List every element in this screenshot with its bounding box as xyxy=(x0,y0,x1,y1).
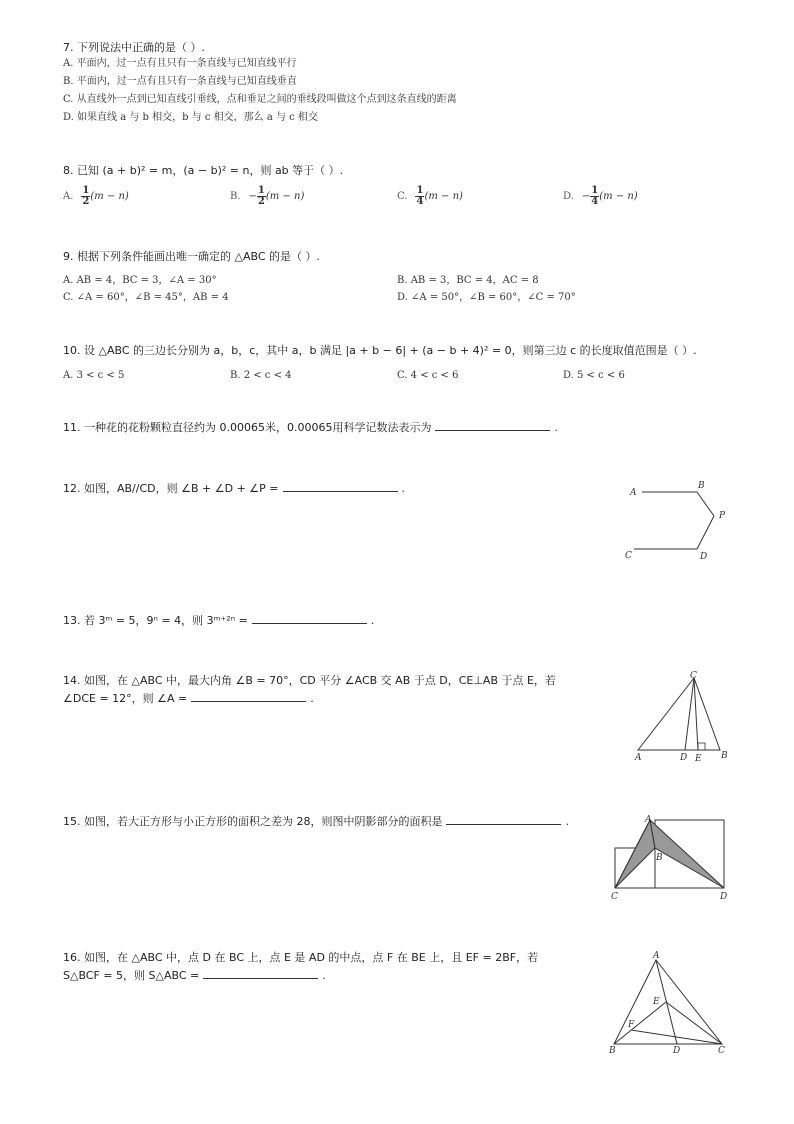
q14-figure xyxy=(628,668,734,768)
q16-label-d: D xyxy=(673,1046,681,1056)
q14-segment-cd xyxy=(685,678,694,750)
q14-label-c: C xyxy=(690,671,697,681)
q12-label-c: C xyxy=(625,551,632,561)
q14-line1: 14. 如图，在 △ABC 中，最大内角 ∠B = 70°，CD 平分 ∠ACB 交 AB 于点 D，CE⊥AB 于点 E，若 xyxy=(63,674,556,687)
q12-line: 12. 如图，AB//CD，则 ∠B + ∠D + ∠P = . xyxy=(63,482,405,495)
q16-label-f: F xyxy=(628,1020,635,1030)
q12-stem: 12. 如图，AB//CD，则 ∠B + ∠D + ∠P = xyxy=(63,482,279,495)
q9-option-a: A. AB = 4，BC = 3，∠A = 30° xyxy=(63,275,217,286)
q10-option-a: A. 3 < c < 5 xyxy=(63,370,125,381)
q14-label-b: B xyxy=(721,751,728,761)
q8-option-d: D. − $\frac{1}{4}$ (m − n) xyxy=(563,185,638,207)
q12-label-a: A xyxy=(630,488,637,498)
q9-stem: 9. 根据下列条件能画出唯一确定的 △ABC 的是（ ）. xyxy=(63,250,320,263)
q7-option-d: D. 如果直线 a 与 b 相交，b 与 c 相交，那么 a 与 c 相交 xyxy=(63,112,318,123)
q15-label-d: D xyxy=(720,892,728,902)
q14-stem-end: ∠DCE = 12°，则 ∠A = xyxy=(63,692,188,705)
q7-stem: 7. 下列说法中正确的是（ ）. xyxy=(63,41,205,54)
q14-label-d: D xyxy=(680,753,688,763)
q14-triangle-abc xyxy=(638,678,720,750)
q16-label-a: A xyxy=(653,951,660,961)
q12-figure xyxy=(620,476,740,568)
q10-option-b: B. 2 < c < 4 xyxy=(230,370,292,381)
q16-label-e: E xyxy=(653,997,660,1007)
q14-label-a: A xyxy=(635,753,642,763)
q16-line1: 16. 如图，在 △ABC 中，点 D 在 BC 上，点 E 是 AD 的中点，点 F 在 BE 上，且 EF = 2BF，若 xyxy=(63,951,539,964)
q14-right-angle-mark xyxy=(698,743,705,750)
q11-line: 11. 一种花的花粉颗粒直径约为 0.00065米，0.00065用科学记数法表示为 . xyxy=(63,421,558,434)
q16-stem-end: S△BCF = 5，则 S△ABC = xyxy=(63,969,200,982)
q12-line-bp xyxy=(697,492,714,516)
q15-figure xyxy=(608,814,736,904)
q7-option-b: B. 平面内，过一点有且只有一条直线与已知直线垂直 xyxy=(63,76,297,87)
q13-line: 13. 若 3ᵐ = 5，9ⁿ = 4，则 3ᵐ⁺²ⁿ = . xyxy=(63,614,375,627)
q16-line2: S△BCF = 5，则 S△ABC = . xyxy=(63,969,326,982)
q16-label-b: B xyxy=(609,1046,616,1056)
q15-label-a: A xyxy=(645,815,652,825)
q8-option-a: A. $\frac{1}{2}$ (m − n) xyxy=(63,185,129,207)
q13-stem: 13. 若 3ᵐ = 5，9ⁿ = 4，则 3ᵐ⁺²ⁿ = xyxy=(63,614,248,627)
q16-figure xyxy=(604,950,730,1058)
q7-option-c: C. 从直线外一点到已知直线引垂线，点和垂足之间的垂线段叫做这个点到这条直线的距离 xyxy=(63,94,457,105)
q14-label-e: E xyxy=(695,754,702,764)
q12-answer-blank[interactable] xyxy=(283,481,398,492)
q14-line2: ∠DCE = 12°，则 ∠A = . xyxy=(63,692,314,705)
q15-label-c: C xyxy=(611,892,618,902)
q16-label-c: C xyxy=(718,1046,725,1056)
q15-answer-blank[interactable] xyxy=(446,814,561,825)
q11-answer-blank[interactable] xyxy=(435,420,550,431)
q9-option-c: C. ∠A = 60°，∠B = 45°，AB = 4 xyxy=(63,292,229,303)
q12-label-d: D xyxy=(700,552,708,562)
q15-label-b: B xyxy=(656,853,663,863)
q9-option-b: B. AB = 3，BC = 4，AC = 8 xyxy=(397,275,539,286)
q14-answer-blank[interactable] xyxy=(191,691,306,702)
q12-label-b: B xyxy=(698,481,705,491)
q9-option-d: D. ∠A = 50°，∠B = 60°，∠C = 70° xyxy=(397,292,576,303)
q15-line: 15. 如图，若大正方形与小正方形的面积之差为 28，则图中阴影部分的面积是 . xyxy=(63,815,569,828)
q8-option-b: B. − $\frac{1}{2}$ (m − n) xyxy=(230,185,305,207)
q12-line-pd xyxy=(697,516,714,549)
q7-option-a: A. 平面内，过一点有且只有一条直线与已知直线平行 xyxy=(63,58,297,69)
q16-segment-be xyxy=(614,1002,666,1044)
q12-label-p: P xyxy=(719,511,726,521)
q11-stem: 11. 一种花的花粉颗粒直径约为 0.00065米，0.00065用科学记数法表示为 xyxy=(63,421,432,434)
q10-option-c: C. 4 < c < 6 xyxy=(397,370,459,381)
q10-stem: 10. 设 △ABC 的三边长分别为 a，b，c，其中 a，b 满足 |a + b − 6| + (a − b + 4)² = 0，则第三边 c 的长度取值范围是（ ）. xyxy=(63,344,697,357)
q13-answer-blank[interactable] xyxy=(252,613,367,624)
q8-stem: 8. 已知 (a + b)² = m，(a − b)² = n，则 ab 等于（ ）. xyxy=(63,164,344,177)
q15-stem: 15. 如图，若大正方形与小正方形的面积之差为 28，则图中阴影部分的面积是 xyxy=(63,815,443,828)
q16-answer-blank[interactable] xyxy=(203,968,318,979)
q10-option-d: D. 5 < c < 6 xyxy=(563,370,625,381)
q8-option-c: C. $\frac{1}{4}$ (m − n) xyxy=(397,185,463,207)
q15-shaded-left xyxy=(615,820,655,888)
